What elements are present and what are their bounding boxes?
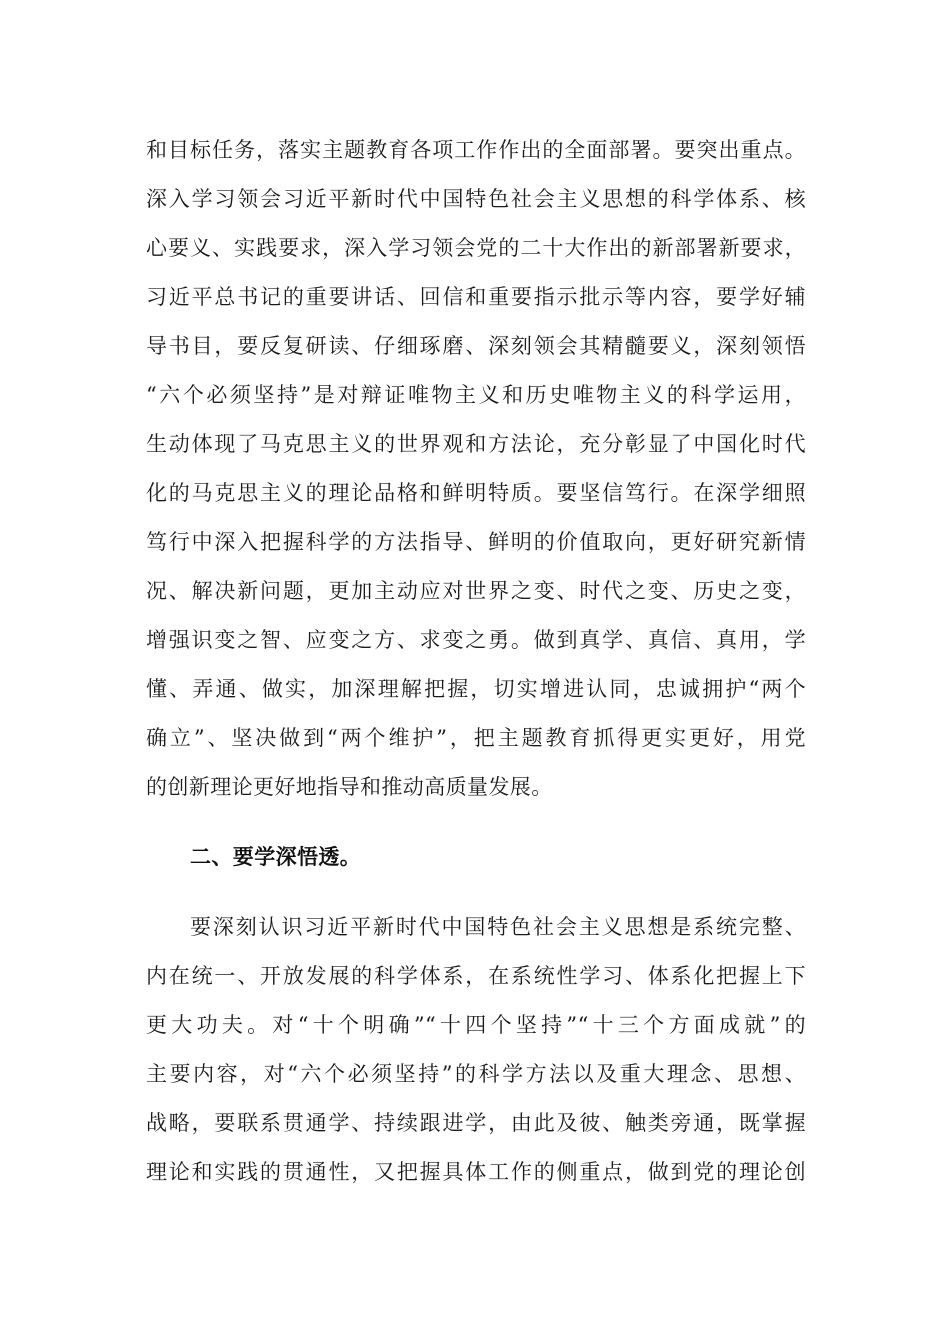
paragraph-line: 主要内容，对“六个必须坚持”的科学方法以及重大理念、思想、	[146, 1062, 806, 1086]
paragraph-line: 战略，要联系贯通学、持续跟进学，由此及彼、触类旁通，既掌握	[146, 1111, 806, 1135]
paragraph-line: 增强识变之智、应变之方、求变之勇。做到真学、真信、真用，学	[146, 628, 806, 652]
paragraph-line: 习近平总书记的重要讲话、回信和重要指示批示等内容，要学好辅	[146, 285, 806, 309]
paragraph-line: 理论和实践的贯通性，又把握具体工作的侧重点，做到党的理论创	[146, 1160, 806, 1184]
section-heading: 二、要学深悟透。	[190, 845, 362, 869]
paragraph-line: 确立”、坚决做到“两个维护”，把主题教育抓得更实更好，用党	[146, 726, 806, 750]
paragraph-line: 心要义、实践要求，深入学习领会党的二十大作出的新部署新要求，	[146, 236, 806, 260]
paragraph-line: 更大功夫。对“十个明确”“十四个坚持”“十三个方面成就”的	[146, 1013, 806, 1037]
paragraph-line: 深入学习领会习近平新时代中国特色社会主义思想的科学体系、核	[146, 187, 806, 211]
paragraph-line: 和目标任务，落实主题教育各项工作作出的全面部署。要突出重点。	[146, 138, 806, 162]
paragraph-line: 内在统一、开放发展的科学体系，在系统性学习、体系化把握上下	[146, 964, 806, 988]
paragraph-line: 况、解决新问题，更加主动应对世界之变、时代之变、历史之变，	[146, 579, 806, 603]
paragraph-line: 的创新理论更好地指导和推动高质量发展。	[146, 775, 553, 799]
paragraph-line: 化的马克思主义的理论品格和鲜明特质。要坚信笃行。在深学细照	[146, 481, 806, 505]
paragraph-line: 要深刻认识习近平新时代中国特色社会主义思想是系统完整、	[190, 915, 806, 939]
paragraph-line: 生动体现了马克思主义的世界观和方法论，充分彰显了中国化时代	[146, 432, 806, 456]
paragraph-line: 懂、弄通、做实，加深理解把握，切实增进认同，忠诚拥护“两个	[146, 677, 806, 701]
paragraph-line: 导书目，要反复研读、仔细琢磨、深刻领会其精髓要义，深刻领悟	[146, 334, 806, 358]
paragraph-line: 笃行中深入把握科学的方法指导、鲜明的价值取向，更好研究新情	[146, 530, 806, 554]
paragraph-line: “六个必须坚持”是对辩证唯物主义和历史唯物主义的科学运用，	[146, 383, 806, 407]
